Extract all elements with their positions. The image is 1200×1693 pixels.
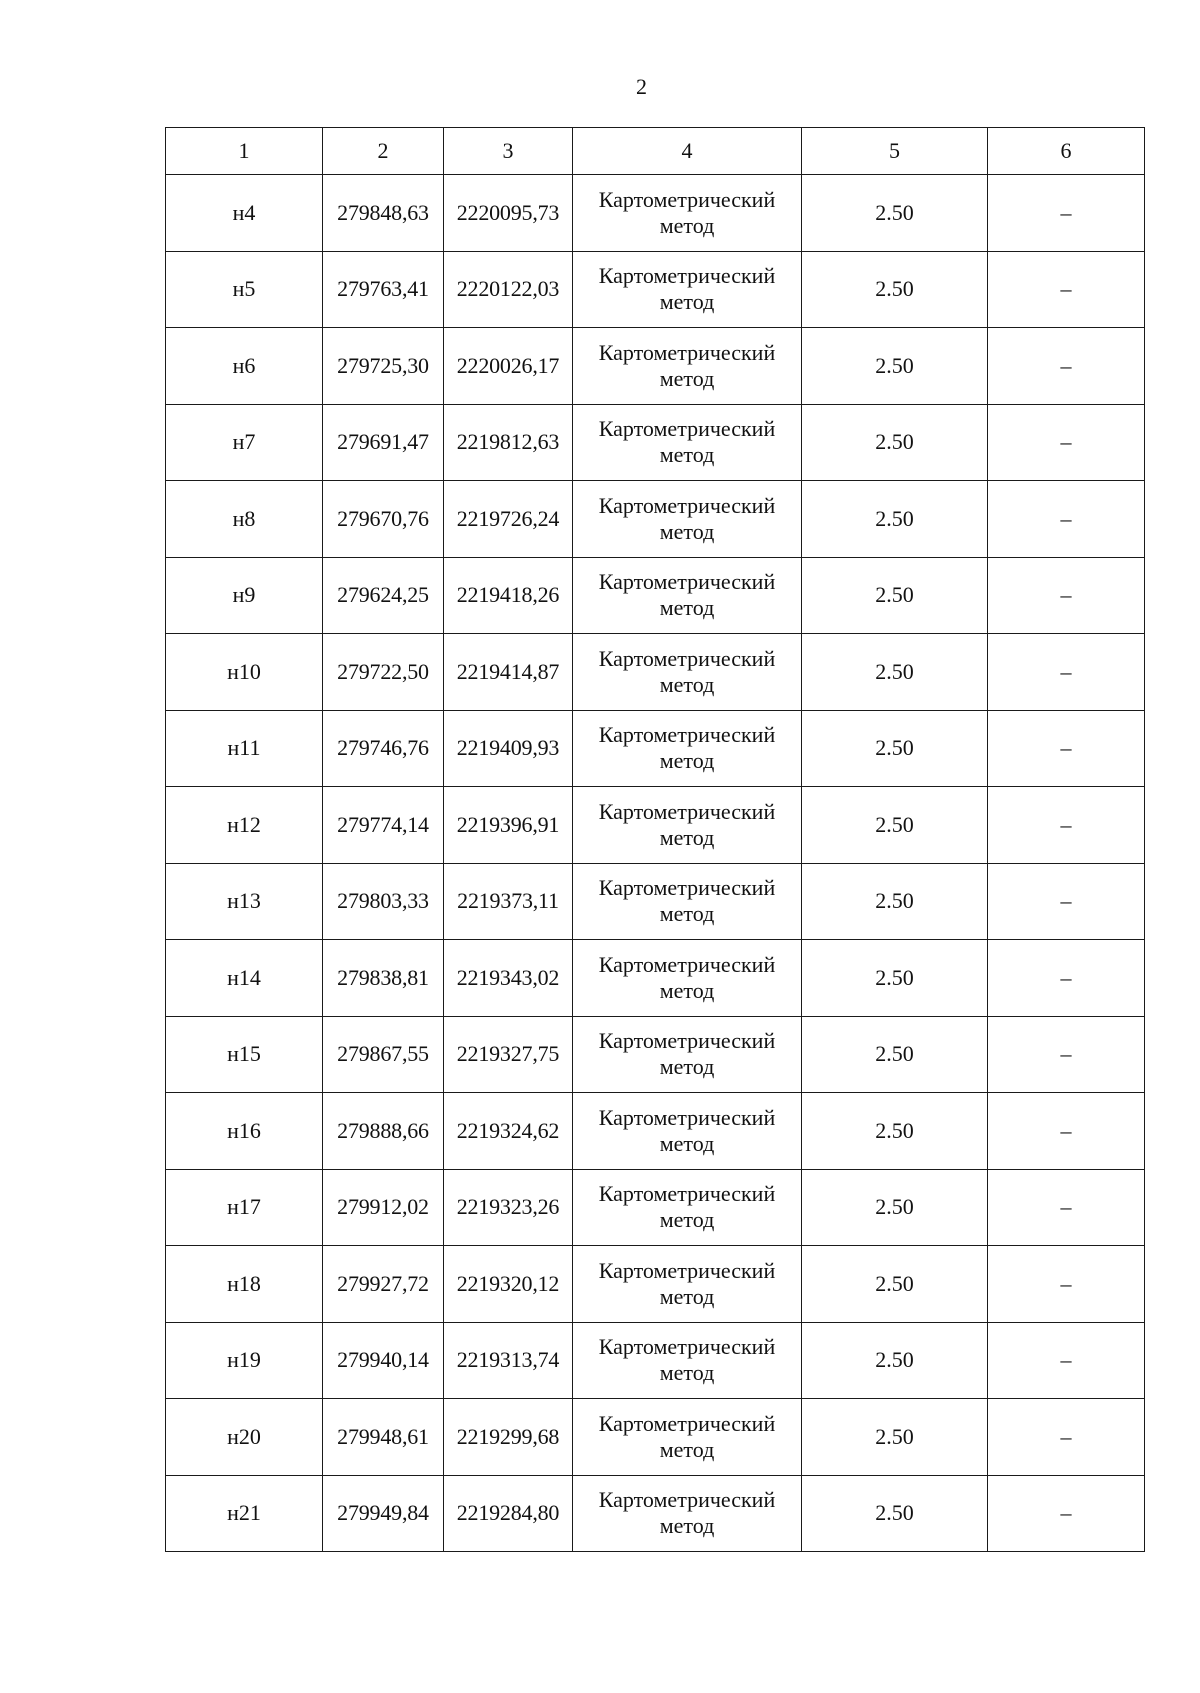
header-cell-2: 2	[323, 128, 444, 175]
coordinate-x-cell: 279670,76	[323, 481, 444, 558]
table-row	[166, 328, 1145, 405]
point-number-cell: н10	[166, 634, 323, 711]
coordinate-y-cell: 2219324,62	[444, 1093, 573, 1170]
method-cell: Картометрический метод	[573, 1093, 802, 1170]
accuracy-cell: 2.50	[802, 1322, 988, 1399]
header-row	[166, 128, 1145, 175]
method-cell: Картометрический метод	[573, 1475, 802, 1552]
coordinate-y-cell: 2219418,26	[444, 557, 573, 634]
accuracy-cell: 2.50	[802, 251, 988, 328]
table-row	[166, 1322, 1145, 1399]
note-cell: –	[988, 710, 1145, 787]
header-cell-3: 3	[444, 128, 573, 175]
accuracy-cell: 2.50	[802, 1169, 988, 1246]
accuracy-cell: 2.50	[802, 787, 988, 864]
coordinate-y-cell: 2219299,68	[444, 1399, 573, 1476]
point-number-cell: н13	[166, 863, 323, 940]
coordinate-y-cell: 2219343,02	[444, 940, 573, 1017]
note-cell: –	[988, 863, 1145, 940]
coordinate-x-cell: 279912,02	[323, 1169, 444, 1246]
accuracy-cell: 2.50	[802, 634, 988, 711]
table-row	[166, 787, 1145, 864]
accuracy-cell: 2.50	[802, 1475, 988, 1552]
method-cell: Картометрический метод	[573, 1399, 802, 1476]
note-cell: –	[988, 634, 1145, 711]
header-cell-1: 1	[166, 128, 323, 175]
accuracy-cell: 2.50	[802, 863, 988, 940]
coordinates-table	[165, 127, 1145, 1552]
point-number-cell: н8	[166, 481, 323, 558]
coordinate-y-cell: 2219409,93	[444, 710, 573, 787]
accuracy-cell: 2.50	[802, 1246, 988, 1323]
coordinate-x-cell: 279691,47	[323, 404, 444, 481]
coordinate-x-cell: 279948,61	[323, 1399, 444, 1476]
accuracy-cell: 2.50	[802, 940, 988, 1017]
method-cell: Картометрический метод	[573, 1322, 802, 1399]
table-row	[166, 404, 1145, 481]
note-cell: –	[988, 787, 1145, 864]
accuracy-cell: 2.50	[802, 481, 988, 558]
note-cell: –	[988, 1016, 1145, 1093]
method-cell: Картометрический метод	[573, 1016, 802, 1093]
note-cell: –	[988, 557, 1145, 634]
coordinate-x-cell: 279763,41	[323, 251, 444, 328]
coordinate-x-cell: 279838,81	[323, 940, 444, 1017]
table-row	[166, 175, 1145, 252]
coordinate-x-cell: 279888,66	[323, 1093, 444, 1170]
table-body	[166, 128, 1145, 1552]
accuracy-cell: 2.50	[802, 1399, 988, 1476]
header-cell-5: 5	[802, 128, 988, 175]
point-number-cell: н14	[166, 940, 323, 1017]
table-row	[166, 1399, 1145, 1476]
coordinate-x-cell: 279722,50	[323, 634, 444, 711]
note-cell: –	[988, 251, 1145, 328]
method-cell: Картометрический метод	[573, 1246, 802, 1323]
coordinate-y-cell: 2219396,91	[444, 787, 573, 864]
coordinate-x-cell: 279746,76	[323, 710, 444, 787]
point-number-cell: н21	[166, 1475, 323, 1552]
coordinate-x-cell: 279867,55	[323, 1016, 444, 1093]
method-cell: Картометрический метод	[573, 710, 802, 787]
header-cell-6: 6	[988, 128, 1145, 175]
method-cell: Картометрический метод	[573, 557, 802, 634]
coordinate-x-cell: 279803,33	[323, 863, 444, 940]
coordinate-y-cell: 2219313,74	[444, 1322, 573, 1399]
table-row	[166, 481, 1145, 558]
accuracy-cell: 2.50	[802, 1016, 988, 1093]
table-row	[166, 1246, 1145, 1323]
method-cell: Картометрический метод	[573, 251, 802, 328]
table-row	[166, 251, 1145, 328]
table-row	[166, 863, 1145, 940]
note-cell: –	[988, 1169, 1145, 1246]
coordinate-y-cell: 2220095,73	[444, 175, 573, 252]
coordinate-y-cell: 2219812,63	[444, 404, 573, 481]
method-cell: Картометрический метод	[573, 328, 802, 405]
coordinate-y-cell: 2219726,24	[444, 481, 573, 558]
coordinate-y-cell: 2219327,75	[444, 1016, 573, 1093]
table-row	[166, 634, 1145, 711]
point-number-cell: н9	[166, 557, 323, 634]
accuracy-cell: 2.50	[802, 710, 988, 787]
point-number-cell: н20	[166, 1399, 323, 1476]
point-number-cell: н18	[166, 1246, 323, 1323]
coordinate-x-cell: 279774,14	[323, 787, 444, 864]
note-cell: –	[988, 1246, 1145, 1323]
coordinate-y-cell: 2220026,17	[444, 328, 573, 405]
method-cell: Картометрический метод	[573, 863, 802, 940]
point-number-cell: н17	[166, 1169, 323, 1246]
table-row	[166, 557, 1145, 634]
note-cell: –	[988, 481, 1145, 558]
note-cell: –	[988, 1093, 1145, 1170]
accuracy-cell: 2.50	[802, 557, 988, 634]
coordinate-x-cell: 279949,84	[323, 1475, 444, 1552]
table-row	[166, 710, 1145, 787]
point-number-cell: н16	[166, 1093, 323, 1170]
page-number: 2	[636, 74, 647, 99]
point-number-cell: н11	[166, 710, 323, 787]
coordinate-y-cell: 2220122,03	[444, 251, 573, 328]
table-row	[166, 1016, 1145, 1093]
point-number-cell: н7	[166, 404, 323, 481]
table-row	[166, 1093, 1145, 1170]
note-cell: –	[988, 940, 1145, 1017]
method-cell: Картометрический метод	[573, 481, 802, 558]
method-cell: Картометрический метод	[573, 175, 802, 252]
table-row	[166, 1169, 1145, 1246]
point-number-cell: н5	[166, 251, 323, 328]
point-number-cell: н19	[166, 1322, 323, 1399]
coordinate-y-cell: 2219323,26	[444, 1169, 573, 1246]
method-cell: Картометрический метод	[573, 404, 802, 481]
table-row	[166, 1475, 1145, 1552]
coordinate-x-cell: 279624,25	[323, 557, 444, 634]
point-number-cell: н12	[166, 787, 323, 864]
coordinate-x-cell: 279940,14	[323, 1322, 444, 1399]
coordinate-y-cell: 2219373,11	[444, 863, 573, 940]
point-number-cell: н6	[166, 328, 323, 405]
method-cell: Картометрический метод	[573, 634, 802, 711]
method-cell: Картометрический метод	[573, 940, 802, 1017]
note-cell: –	[988, 175, 1145, 252]
point-number-cell: н4	[166, 175, 323, 252]
note-cell: –	[988, 1399, 1145, 1476]
accuracy-cell: 2.50	[802, 175, 988, 252]
method-cell: Картометрический метод	[573, 787, 802, 864]
table-row	[166, 940, 1145, 1017]
note-cell: –	[988, 404, 1145, 481]
header-cell-4: 4	[573, 128, 802, 175]
point-number-cell: н15	[166, 1016, 323, 1093]
accuracy-cell: 2.50	[802, 1093, 988, 1170]
accuracy-cell: 2.50	[802, 328, 988, 405]
coordinate-x-cell: 279927,72	[323, 1246, 444, 1323]
note-cell: –	[988, 1322, 1145, 1399]
coordinate-y-cell: 2219414,87	[444, 634, 573, 711]
note-cell: –	[988, 328, 1145, 405]
note-cell: –	[988, 1475, 1145, 1552]
coordinate-x-cell: 279725,30	[323, 328, 444, 405]
coordinate-y-cell: 2219284,80	[444, 1475, 573, 1552]
accuracy-cell: 2.50	[802, 404, 988, 481]
coordinate-y-cell: 2219320,12	[444, 1246, 573, 1323]
method-cell: Картометрический метод	[573, 1169, 802, 1246]
coordinate-x-cell: 279848,63	[323, 175, 444, 252]
